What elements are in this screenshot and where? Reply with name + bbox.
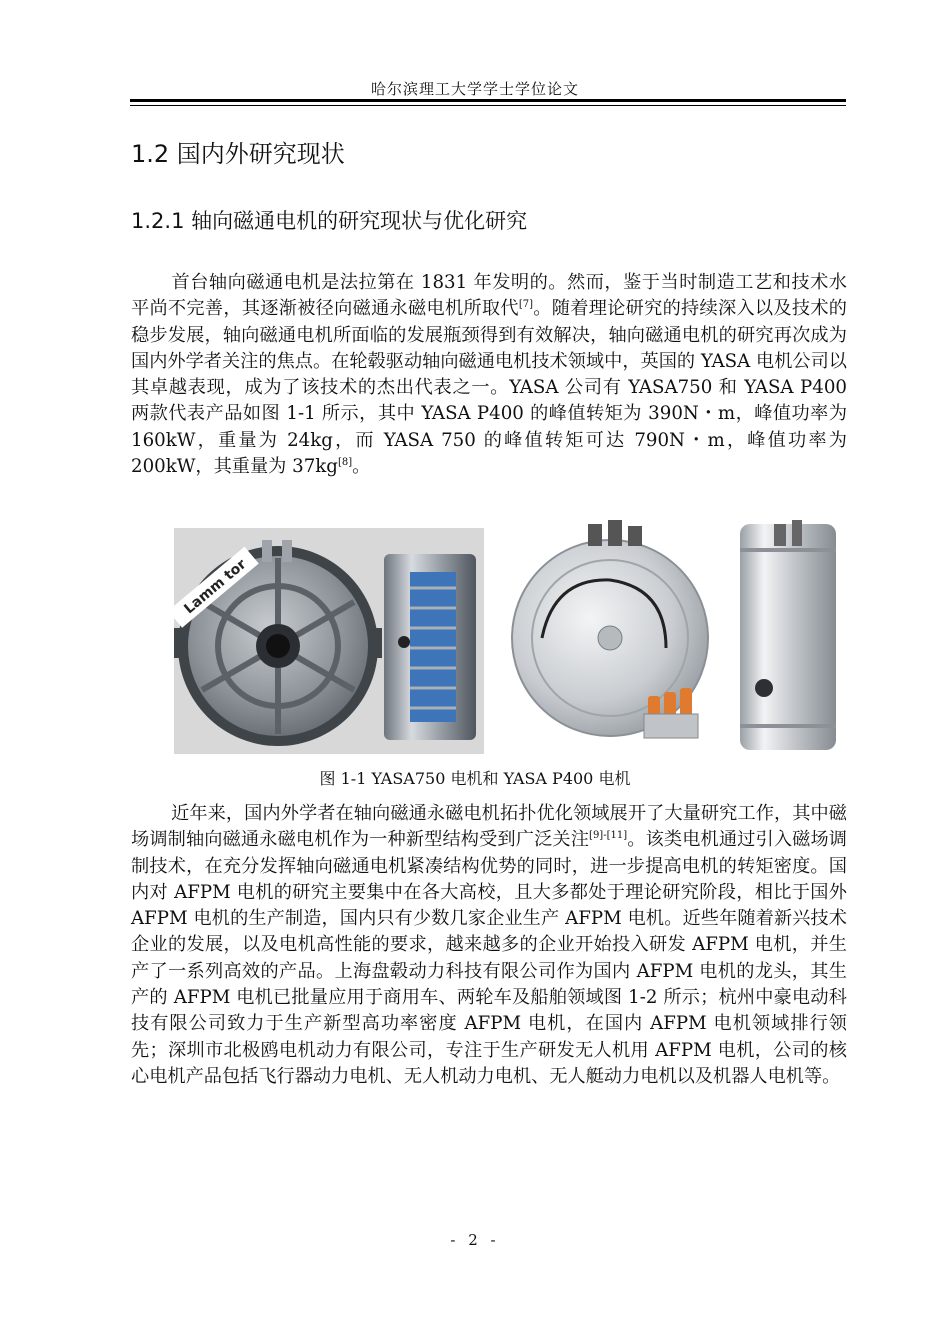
citation-9-11: [9]-[11]: [589, 830, 628, 842]
citation-8: [8]: [337, 457, 353, 469]
paragraph-1-text-c: 。: [352, 456, 371, 478]
header-rule-thin: [130, 105, 846, 106]
section-heading: 1.2 国内外研究现状: [131, 140, 345, 168]
yasa750-photo: [174, 518, 484, 754]
yasa-p400-photo: [508, 518, 836, 754]
running-header: 哈尔滨理工大学学士学位论文: [370, 80, 579, 98]
paragraph-1: [131, 270, 847, 480]
paragraph-2: [131, 801, 847, 1090]
paragraph-2-text-a: 近年来，国内外学者在轴向磁通永磁电机拓扑优化领域展开了大量研究工作，其中磁场调制轴向磁通永磁电机作为一种新型结构受到广泛关注: [131, 803, 847, 851]
header-rule-thick: [130, 99, 846, 102]
citation-7: [7]: [518, 299, 534, 311]
figure-motor-photos: [174, 518, 836, 754]
paragraph-1-text-b: 。随着理论研究的持续深入以及技术的稳步发展，轴向磁通电机所面临的发展瓶颈得到有效解决，轴向磁通电机的研究再次成为国内外学者关注的焦点。在轮毂驱动轴向磁通电机技术领域中，英国的 YASA 电机公司以其卓越表现，成为了该技术的杰出代表之一。YASA 公司有 YASA750 和 YASA P400 两款代表产品如图 1-1 所示，其中 YASA P400 的峰值转矩为 390N・m，峰值功率为 160kW，重量为 24kg，而 YASA 750 的峰值转矩可达 790N・m，峰值功率为 200kW，其重量为 37kg: [131, 298, 848, 478]
subsection-heading: 1.2.1 轴向磁通电机的研究现状与优化研究: [131, 209, 528, 233]
lammtor-logo: Lamm tor: [181, 556, 250, 618]
figure-caption: 图 1-1 YASA750 电机和 YASA P400 电机: [319, 769, 631, 788]
paragraph-1-text-a: 首台轴向磁通电机是法拉第在 1831 年发明的。然而，鉴于当时制造工艺和技术水平尚不完善，其逐渐被径向磁通永磁电机所取代: [131, 272, 847, 320]
page-number: - 2 -: [450, 1231, 500, 1249]
paragraph-2-text-b: 。该类电机通过引入磁场调制技术，在充分发挥轴向磁通电机紧凑结构优势的同时，进一步提高电机的转矩密度。国内对 AFPM 电机的研究主要集中在各大高校，且大多都处于理论研究阶段，相比于国外 AFPM 电机的生产制造，国内只有少数几家企业生产 AFPM 电机。近些年随着新兴技术企业的发展，以及电机高性能的要求，越来越多的企业开始投入研发 AFPM 电机，并生产了一系列高效的产品。上海盘毂动力科技有限公司作为国内 AFPM 电机的龙头，其生产的 AFPM 电机已批量应用于商用车、两轮车及船舶领域图 1-2 所示；杭州中豪电动科技有限公司致力于生产新型高功率密度 AFPM 电机，在国内 AFPM 电机领域排行领先；深圳市北极鸥电机动力有限公司，专注于生产研发无人机用 AFPM 电机，公司的核心电机产品包括飞行器动力电机、无人机动力电机、无人艇动力电机以及机器人电机等。: [131, 829, 847, 1087]
